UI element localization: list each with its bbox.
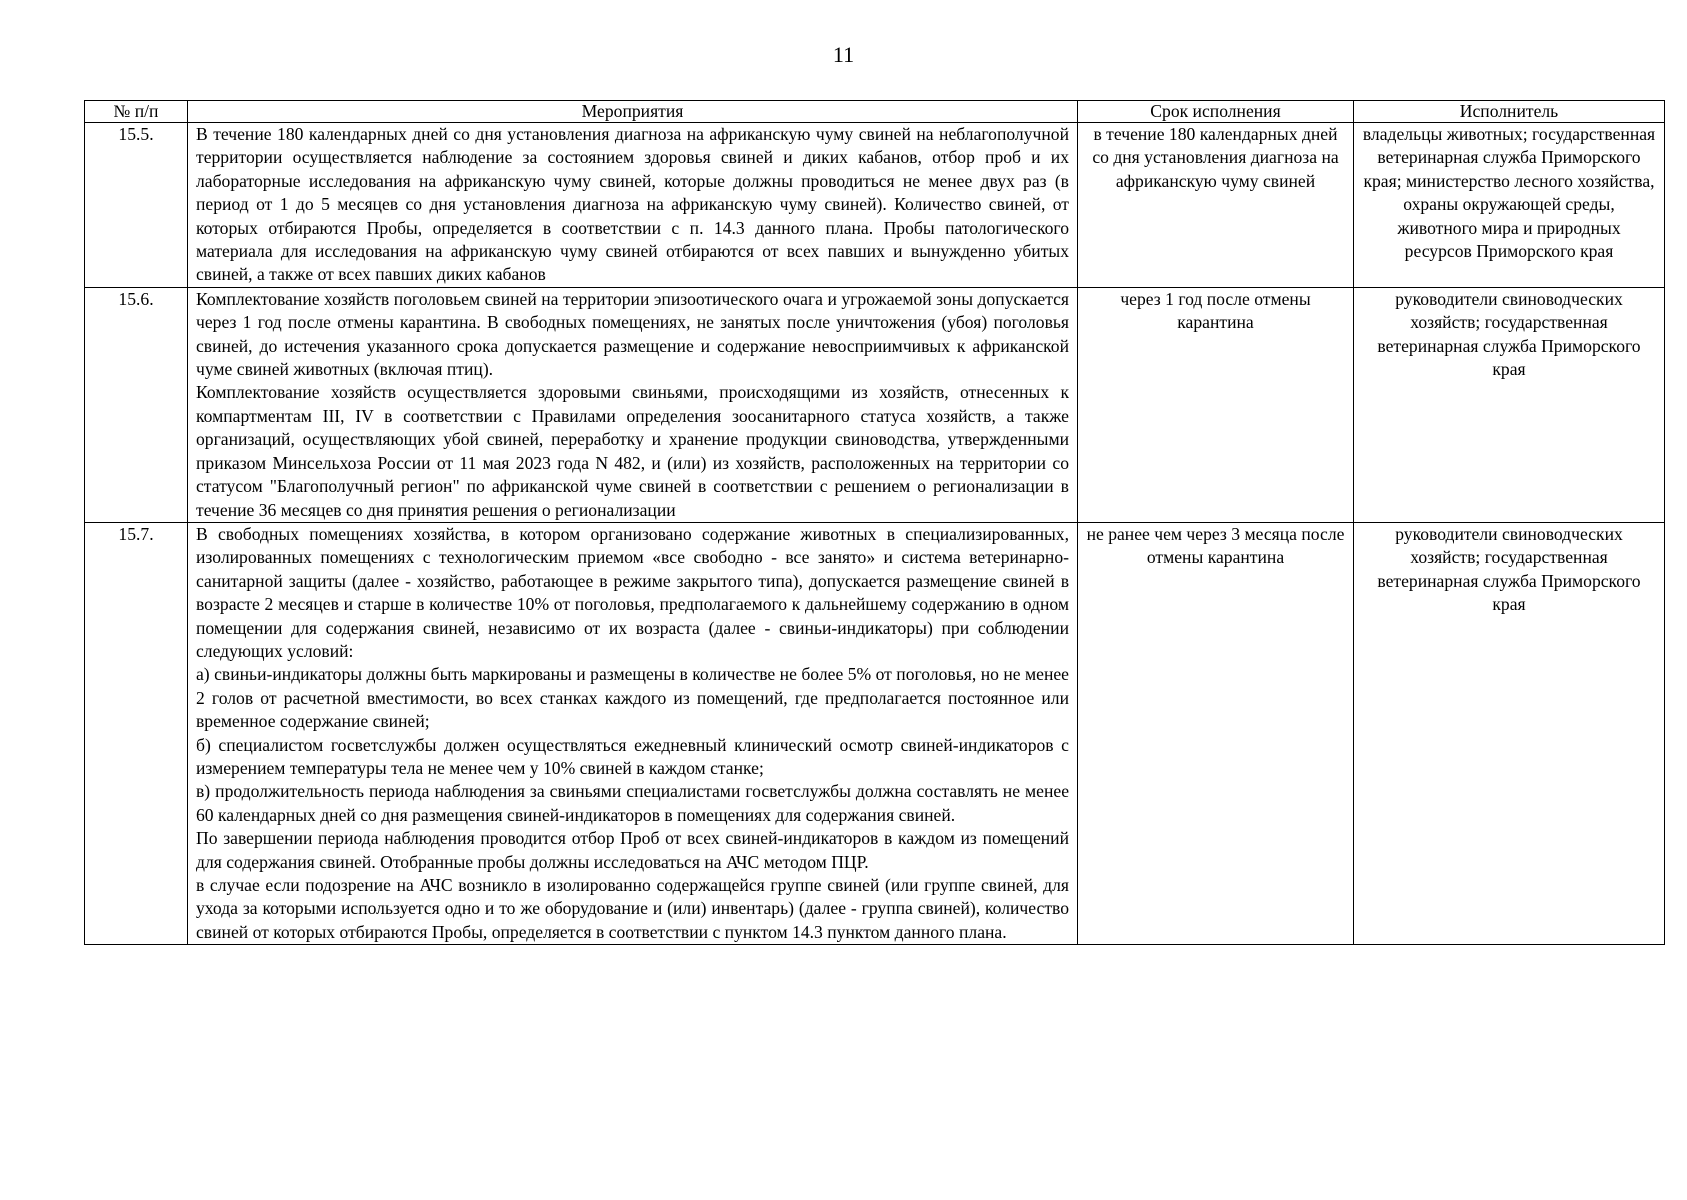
activity-paragraph: По завершении периода наблюдения проводится отбор Проб от всех свиней-индикаторов в каждом из помещений для содержания свиней. Отобранные пробы должны исследоваться на АЧС методом ПЦР. — [196, 828, 1069, 872]
header-term: Срок исполнения — [1078, 101, 1354, 123]
term-text: не ранее чем через 3 месяца после отмены карантина — [1086, 523, 1345, 568]
executor-text: руководители свиноводческих хозяйств; государственная ветеринарная служба Приморского края — [1377, 523, 1641, 615]
header-num: № п/п — [85, 101, 188, 123]
table-row — [85, 522, 1665, 944]
activity-paragraph: а) свиньи-индикаторы должны быть маркированы и размещены в количестве не более 5% от поголовья, но не менее 2 голов от расчетной вместимости, во всех станках каждого из помещений, где предполагается постоянное или временное содержание свиней; — [196, 664, 1069, 732]
row-term — [1078, 287, 1354, 522]
table-row — [85, 123, 1665, 288]
table-header-row — [85, 101, 1665, 123]
activity-paragraph: Комплектование хозяйств осуществляется здоровыми свиньями, происходящими из хозяйств, отнесенных к компартментам III, IV в соответствии с Правилами определения зоосанитарного статуса хозяйств, а также организаций, осуществляющих убой свиней, переработку и хранение продукции свиноводства, утвержденными приказом Минсельхоза России от 11 мая 2023 года N 482, и (или) из хозяйств, расположенных на территории со статусом "Благополучный регион" по африканской чуме свиней в соответствии с решением о регионализации в течение 36 месяцев со дня принятия решения о регионализации — [196, 382, 1069, 520]
activity-paragraph: в случае если подозрение на АЧС возникло в изолированно содержащейся группе свиней (или группе свиней, для ухода за которыми используется одно и то же оборудование и (или) инвентарь) (далее - группа свиней), количество свиней от которых отбираются Пробы, определяется в соответствии с пунктом 14.3 пунктом данного плана. — [196, 875, 1069, 942]
row-number: 15.6. — [85, 287, 188, 522]
row-activities — [188, 123, 1078, 288]
activity-paragraph: В течение 180 календарных дней со дня установления диагноза на африканскую чуму свиней на неблагополучной территории осуществляется наблюдение за состоянием здоровья свиней и диких кабанов, отбор проб и их лабораторные исследования на африканскую чуму свиней, которые должны проводиться не менее двух раз (в период от 1 до 5 месяцев со дня установления диагноза на африканскую чуму свиней). Количество свиней, от которых отбираются Пробы, определяется в соответствии с п. 14.3 данного плана. Пробы патологического материала для исследования на африканскую чуму свиней отбираются от всех павших и вынужденно убитых свиней, а также от всех павших диких кабанов — [196, 124, 1069, 285]
row-executor — [1354, 287, 1665, 522]
row-executor — [1354, 522, 1665, 944]
row-activities — [188, 287, 1078, 522]
executor-text: руководители свиноводческих хозяйств; государственная ветеринарная служба Приморского края — [1377, 288, 1641, 380]
activity-paragraph: в) продолжительность периода наблюдения за свиньями специалистами госветслужбы должна составлять не менее 60 календарных дней со дня размещения свиней-индикаторов в помещениях для содержания свиней. — [196, 781, 1069, 825]
row-activities — [188, 522, 1078, 944]
page-number: 11 — [832, 42, 855, 67]
activity-paragraph: В свободных помещениях хозяйства, в котором организовано содержание животных в специализированных, изолированных помещениях с технологическим приемом «все свободно - все занято» и система ветеринарно-санитарной защиты (далее - хозяйство, работающее в режиме закрытого типа), допускается размещение свиней в возрасте 2 месяцев и старше в количестве 10% от поголовья, предполагаемого к дальнейшему содержанию в одном помещении для содержания свиней, независимо от их возраста (далее - свиньи-индикаторы) при соблюдении следующих условий: — [196, 523, 1069, 661]
header-executor: Исполнитель — [1354, 101, 1665, 123]
term-text: через 1 год после отмены карантина — [1120, 288, 1311, 333]
row-executor — [1354, 123, 1665, 288]
row-term — [1078, 522, 1354, 944]
table-row — [85, 287, 1665, 522]
activity-paragraph: Комплектование хозяйств поголовьем свиней на территории эпизоотического очага и угрожаемой зоны допускается через 1 год после отмены карантина. В свободных помещениях, не занятых после уничтожения (убоя) поголовья свиней, до истечения указанного срока допускается размещение и содержание невосприимчивых к африканской чуме свиней животных (включая птиц). — [196, 288, 1069, 380]
activity-paragraph: б) специалистом госветслужбы должен осуществляться ежедневный клинический осмотр свиней-индикаторов с измерением температуры тела не менее чем у 10% свиней в каждом станке; — [196, 734, 1069, 778]
term-text: в течение 180 календарных дней со дня установления диагноза на африканскую чуму свиней — [1092, 124, 1339, 191]
header-activities: Мероприятия — [188, 101, 1078, 123]
row-number: 15.7. — [85, 522, 188, 944]
row-term — [1078, 123, 1354, 288]
measures-table — [84, 100, 1665, 945]
row-number: 15.5. — [85, 123, 188, 288]
executor-text: владельцы животных; государственная ветеринарная служба Приморского края; министерство лесного хозяйства, охраны окружающей среды, животного мира и природных ресурсов Приморского края — [1362, 124, 1656, 262]
